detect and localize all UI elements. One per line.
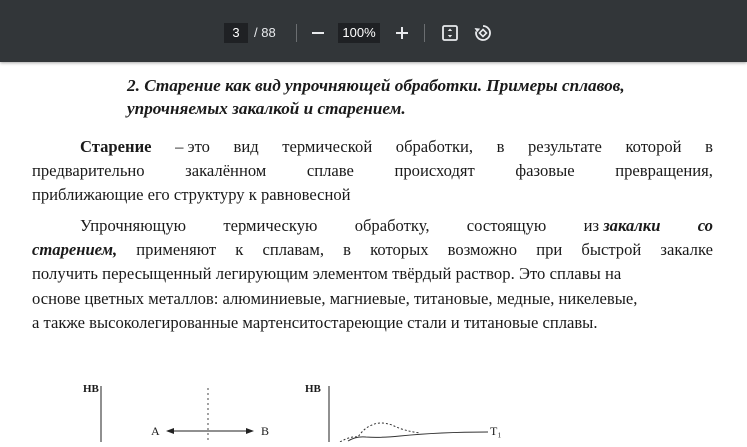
toolbar-divider (296, 24, 297, 42)
text-line (32, 135, 713, 159)
text-line (32, 159, 713, 183)
minus-icon (311, 26, 325, 40)
word: возможно (447, 240, 518, 260)
word: которой (625, 137, 682, 156)
emphasis-word: со (697, 216, 713, 235)
word: которых (370, 240, 429, 260)
word: – это (175, 137, 210, 156)
word: при (536, 240, 563, 260)
zoom-out-button[interactable] (306, 22, 330, 44)
arrow-left-head (166, 428, 174, 434)
paragraph-hardening-treatment (32, 214, 713, 335)
right-axis-label: HB (305, 383, 321, 395)
heading-line: 2. Старение как вид упрочняющей обработки. Примеры сплавов, (127, 76, 625, 95)
word: обработки, (395, 137, 474, 156)
word: в (705, 137, 713, 156)
figure-hardness-diagrams (0, 380, 747, 442)
word: сплавам, (262, 240, 325, 260)
paragraph-aging-definition (32, 135, 713, 208)
label-b: B (261, 424, 270, 438)
word: фазовые (515, 161, 575, 181)
plus-icon (395, 26, 409, 40)
word: в (496, 137, 505, 156)
arrow-right-head (246, 428, 254, 434)
word: обработку, (354, 216, 430, 235)
heading-line: упрочняемых закалкой и старением. (127, 99, 406, 118)
label-a: A (151, 424, 160, 438)
text-line: получить пересыщенный легирующим элементом твёрдый раствор. Это сплавы на (32, 264, 622, 284)
left-axis-label: HB (83, 383, 99, 395)
section-heading (127, 74, 713, 120)
aging-curve-solid (348, 432, 488, 441)
word: в (343, 240, 352, 260)
fit-page-button[interactable] (438, 22, 462, 44)
text-line: приближающие его структуру к равновесной (32, 185, 351, 205)
word: к (235, 240, 244, 260)
word: сплаве (306, 161, 354, 181)
page-number-input[interactable] (224, 23, 248, 43)
page-total: / 88 (254, 25, 276, 40)
zoom-in-button[interactable] (390, 22, 414, 44)
word-group (584, 214, 661, 238)
text-line: а также высоколегированные мартенситостареющие стали и титановые сплавы. (32, 312, 598, 332)
word: термической (282, 137, 373, 156)
word: происходят (394, 161, 475, 181)
term-aging: Старение (80, 137, 152, 156)
emphasis-word: закалки (603, 216, 661, 235)
emphasis-word: старением, (32, 240, 118, 260)
word: результате (528, 137, 602, 156)
zoom-input[interactable] (338, 23, 380, 43)
word: закалке (660, 240, 713, 260)
word: предварительно (32, 161, 145, 181)
rotate-icon (473, 23, 493, 43)
word: превращения, (615, 161, 713, 181)
text-line (32, 214, 713, 238)
curve-label-t1: T₁ (490, 424, 502, 438)
word: термическую (223, 216, 318, 235)
word: применяют (136, 240, 217, 260)
word: из (583, 216, 600, 235)
rotate-button[interactable] (471, 22, 495, 44)
text-line: основе цветных металлов: алюминиевые, магниевые, титановые, медные, никелевые, (32, 288, 638, 308)
word: состоящую (466, 216, 547, 235)
figure-graphics (0, 380, 747, 442)
toolbar-divider (424, 24, 425, 42)
word: Упрочняющую (80, 216, 187, 235)
pdf-toolbar (0, 0, 747, 62)
word: вид (233, 137, 259, 156)
word: закалённом (185, 161, 267, 181)
text-line (32, 238, 713, 262)
word: быстрой (581, 240, 642, 260)
fit-page-icon (441, 24, 459, 42)
pdf-page (0, 62, 747, 442)
